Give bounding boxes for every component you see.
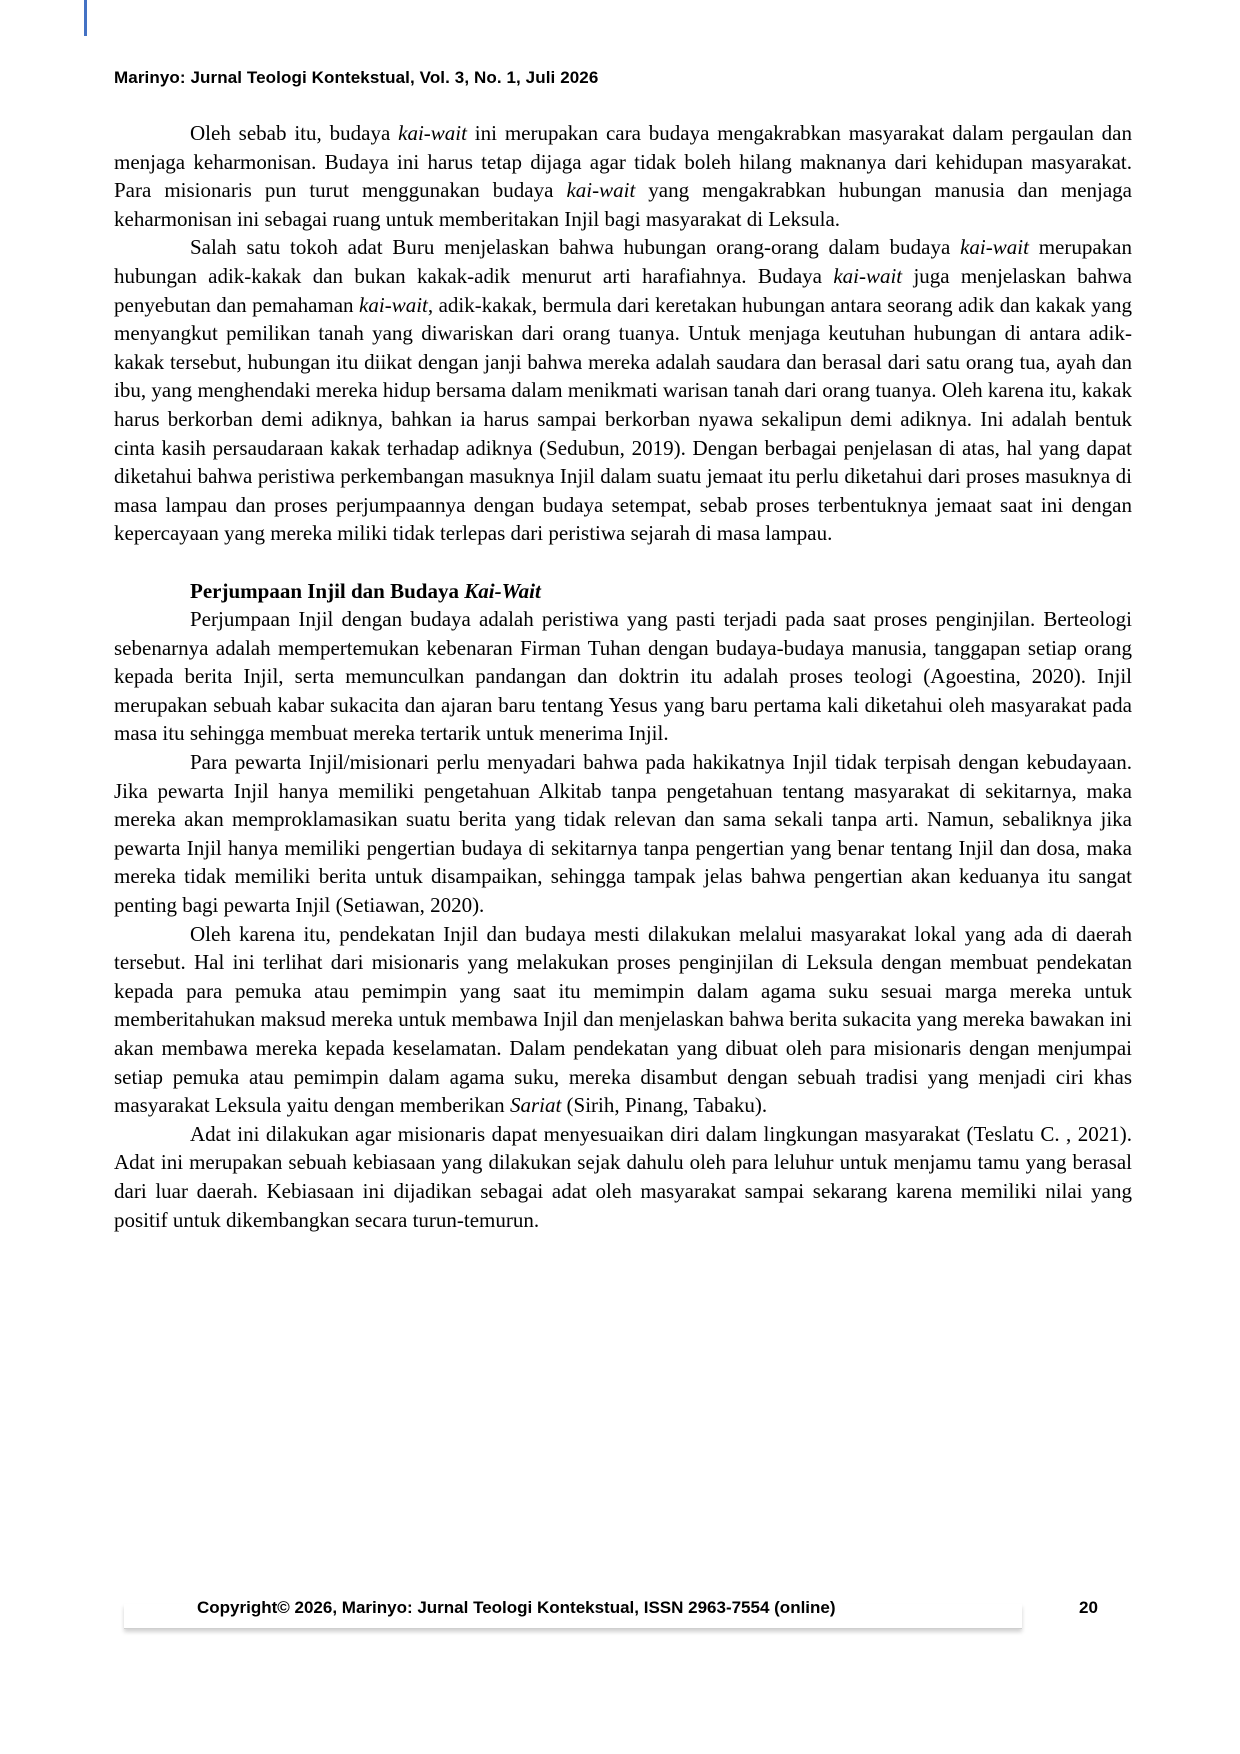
italic-term: kai-wait [566, 178, 636, 203]
text-run: , adik-kakak, bermula dari keretakan hubungan antara seorang adik dan kakak yang menyangkut pemilikan tanah yang diwariskan dari orang tuanya. Untuk menjaga keutuhan hubungan di antara adik-kakak tersebut, hubungan itu diikat dengan janji bahwa mereka adalah saudara dan berasal dari satu orang tua, ayah dan ibu, yang menghendaki mereka hidup bersama dalam menikmati warisan tanah dari orang tuanya. Oleh karena itu, kakak harus berkorban demi adiknya, bahkan ia harus sampai berkorban nyawa sekalipun demi adiknya. Ini adalah bentuk cinta kasih persaudaraan kakak terhadap adiknya (Sedubun, 2019). Dengan berbagai penjelasan di atas, hal yang dapat diketahui bahwa peristiwa perkembangan masuknya Injil dalam suatu jemaat itu perlu diketahui dari proses masuknya di masa lampau dan proses perjumpaannya dengan budaya setempat, sebab proses terbentuknya jemaat saat ini dengan kepercayaan yang mereka miliki tidak terlepas dari peristiwa sejarah di masa lampau. [114, 292, 1132, 546]
text-run: merupakan hubungan adik-kakak dan bukan kakak-adik menurut arti harafiahnya. Budaya [114, 235, 1132, 288]
section-heading [190, 577, 1132, 606]
text-run: Oleh karena itu, pendekatan Injil dan budaya mesti dilakukan melalui masyarakat lokal yang ada di daerah tersebut. Hal ini terlihat dari misionaris yang melakukan proses penginjilan di Leksula dengan membuat pendekatan kepada para pemuka atau pemimpin yang saat itu memimpin dalam agama suku sesuai marga mereka untuk memberitahukan maksud mereka untuk membawa Injil dan menjelaskan bahwa berita sukacita yang mereka bawakan ini akan membawa mereka kepada keselamatan. Dalam pendekatan yang dibuat oleh para misionaris dengan menjumpai setiap pemuka atau pemimpin dalam agama suku, mereka disambut dengan sebuah tradisi yang menjadi ciri khas masyarakat Leksula yaitu dengan memberikan [114, 921, 1132, 1118]
paragraph [114, 1120, 1132, 1234]
text-run: Oleh sebab itu, budaya [190, 121, 399, 145]
text-run: (Sirih, Pinang, Tabaku). [561, 1093, 768, 1118]
paragraph [114, 119, 1132, 233]
italic-term: Sariat [509, 1093, 562, 1118]
text-run: ini merupakan cara budaya mengakrabkan masyarakat dalam pergaulan dan menjaga keharmonisan. Budaya ini harus tetap dijaga agar tidak boleh hilang maknanya dari kehidupan masyarakat. Para misionaris pun turut menggunakan budaya [114, 121, 1132, 203]
text-run: Salah satu tokoh adat Buru menjelaskan bahwa hubungan orang-orang dalam budaya [190, 235, 961, 260]
italic-term: kai-wait [960, 235, 1029, 260]
text-run: Adat ini dilakukan agar misionaris dapat menyesuaikan diri dalam lingkungan masyarakat (Teslatu C. , 2021). Adat ini merupakan sebuah kebiasaan yang dilakukan sejak dahulu oleh para leluhur untuk menjamu tamu yang berasal dari luar daerah. Kebiasaan ini dijadikan sebagai adat oleh masyarakat sampai sekarang karena memiliki nilai yang positif untuk dikembangkan secara turun-temurun. [114, 1121, 1132, 1232]
text-run: Perjumpaan Injil dengan budaya adalah peristiwa yang pasti terjadi pada saat proses penginjilan. Berteologi sebenarnya adalah mempertemukan kebenaran Firman Tuhan dengan budaya-budaya manusia, tanggapan setiap orang kepada berita Injil, serta memunculkan pandangan dan doktrin itu adalah proses teologi (Agoestina, 2020). Injil merupakan sebuah kabar sukacita dan ajaran baru tentang Yesus yang baru pertama kali diketahui oleh masyarakat pada masa itu sehingga membuat mereka tertarik untuk menerima Injil. [114, 607, 1132, 746]
paragraph [114, 748, 1132, 920]
italic-term: kai-wait [833, 263, 903, 288]
paragraph [114, 605, 1132, 748]
running-header: Marinyo: Jurnal Teologi Kontekstual, Vol. 3, No. 1, Juli 2026 [114, 68, 599, 87]
italic-term: kai-wait [398, 121, 467, 145]
footer-copyright: Copyright© 2026, Marinyo: Jurnal Teologi Kontekstual, ISSN 2963-7554 (online) [197, 1598, 836, 1617]
header-accent-bar [84, 0, 87, 36]
text-run: Perjumpaan Injil dan Budaya [190, 578, 465, 603]
paragraph [114, 920, 1132, 1120]
paragraph [114, 233, 1132, 548]
article-body [114, 119, 1132, 1234]
text-run: yang mengakrabkan hubungan manusia dan menjaga keharmonisan ini sebagai ruang untuk memberitakan Injil bagi masyarakat di Leksula. [114, 178, 1133, 231]
text-run: Para pewarta Injil/misionari perlu menyadari bahwa pada hakikatnya Injil tidak terpisah dengan kebudayaan. Jika pewarta Injil hanya memiliki pengetahuan Alkitab tanpa pengetahuan tentang masyarakat di sekitarnya, maka mereka akan memproklamasikan suatu berita yang tidak relevan dan sama sekali tanpa arti. Namun, sebaliknya jika pewarta Injil hanya memiliki pengertian budaya di sekitarnya tanpa pengertian yang benar tentang Injil dan dosa, maka mereka tidak memiliki berita untuk disampaikan, sehingga tampak jelas bahwa pengertian akan keduanya itu sangat penting bagi pewarta Injil (Setiawan, 2020). [114, 750, 1132, 918]
italic-term: kai-wait [359, 292, 428, 317]
text-run: juga menjelaskan bahwa penyebutan dan pemahaman [114, 263, 1132, 317]
page-number: 20 [1079, 1598, 1098, 1617]
italic-term: Kai-Wait [464, 578, 541, 603]
